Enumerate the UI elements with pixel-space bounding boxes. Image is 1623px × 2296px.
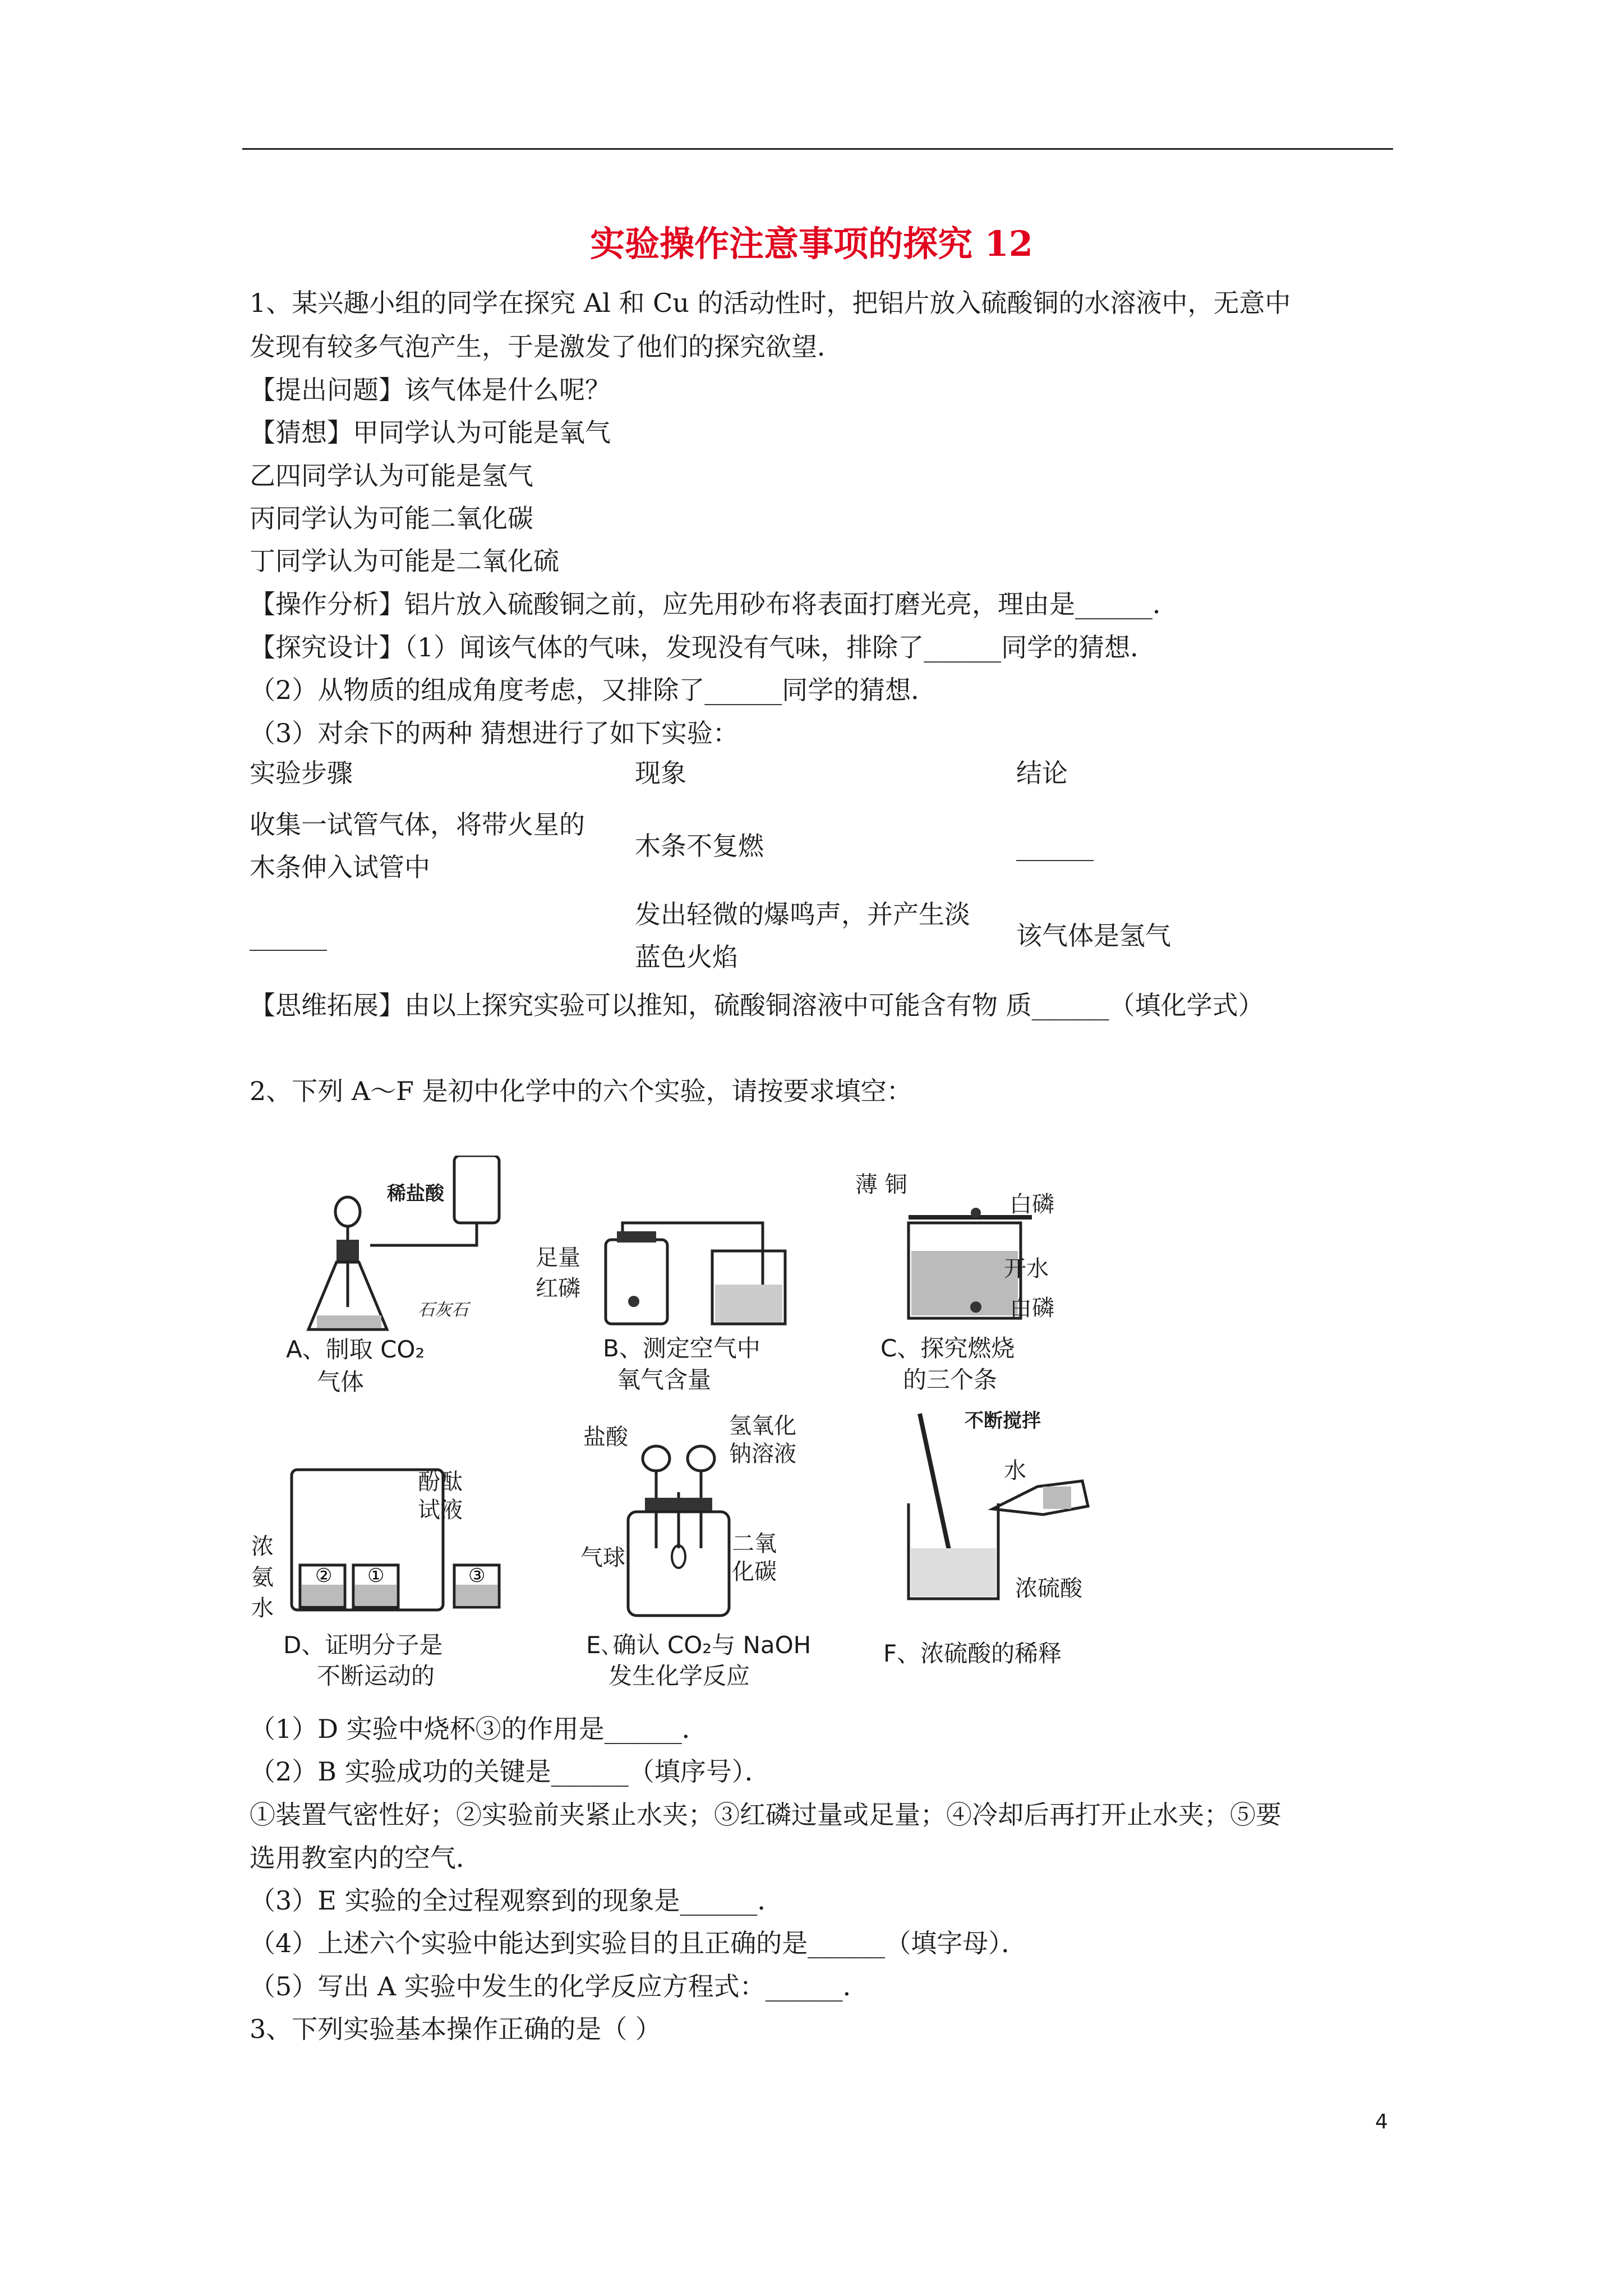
figure-c-label-water: 开水 <box>1004 1256 1049 1282</box>
q1-line-10: （2）从物质的组成角度考虑，又排除了______同学的猜想． <box>250 675 937 705</box>
figure-e-label-5: 二氧 <box>732 1531 777 1557</box>
figure-b-label-1: 足量 <box>536 1245 580 1271</box>
figure-c-label-white-p-bottom: 白磷 <box>1009 1295 1054 1321</box>
svg-text:①: ① <box>367 1565 385 1587</box>
table-r2-phenomenon-a: 发出轻微的爆鸣声，并产生淡 <box>635 899 970 930</box>
figure-b-label-2: 红磷 <box>536 1276 580 1301</box>
table-header-phenomenon: 现象 <box>635 758 686 788</box>
table-r1-phenomenon: 木条不复燃 <box>635 831 764 861</box>
figure-d-label-4: 氨 <box>251 1565 274 1590</box>
table-header-conclusion: 结论 <box>1016 758 1068 788</box>
q2-sub-2: （2）B 实验成功的关键是______（填序号）． <box>250 1756 771 1787</box>
figure-d-label-2: 试液 <box>418 1497 463 1523</box>
figure-e-label-3: 钠溶液 <box>729 1441 796 1467</box>
figure-d-diagram <box>275 1464 527 1616</box>
q1-line-6: 丙同学认为可能二氧化碳 <box>250 503 533 533</box>
figure-b-caption-1: B、测定空气中 <box>603 1335 760 1362</box>
q2-sub-7: （5）写出 A 实验中发生的化学反应方程式：______． <box>250 1971 869 2001</box>
figure-d-caption-2: 不断运动的 <box>317 1662 435 1690</box>
page-title: 实验操作注意事项的探究 12 <box>590 223 1033 264</box>
figure-c-label-white-p-top: 白磷 <box>1009 1191 1054 1217</box>
figure-e-label-1: 盐酸 <box>583 1424 628 1450</box>
figure-e-label-6: 化碳 <box>732 1559 777 1585</box>
figure-d-caption-1: D、证明分子是 <box>283 1631 443 1659</box>
figure-c-caption-2: 的三个条 <box>903 1366 998 1393</box>
figure-a-label-limestone: 石灰石 <box>418 1300 468 1320</box>
page-number: 4 <box>1375 2110 1388 2133</box>
header-rule <box>242 148 1393 150</box>
q1-line-12: 【思维拓展】由以上探究实验可以推知，硫酸铜溶液中可能含有物 质______（填化学式） <box>250 990 1264 1020</box>
q2-sub-5: （3）E 实验的全过程观察到的现象是______． <box>250 1885 783 1916</box>
figure-f-label-water: 水 <box>1004 1458 1026 1484</box>
figure-d-label-5: 水 <box>251 1595 274 1621</box>
table-r1-conclusion: ______ <box>1016 831 1094 861</box>
figure-d-label-1: 酚酞 <box>418 1469 463 1495</box>
table-r1-step-b: 木条伸入试管中 <box>250 852 430 882</box>
table-r1-step-a: 收集一试管气体，将带火星的 <box>250 809 585 840</box>
q2-sub-1: （1）D 实验中烧杯③的作用是______． <box>250 1714 708 1744</box>
figure-a-caption-1: A、制取 CO₂ <box>286 1336 425 1363</box>
figure-e-label-4: 气球 <box>580 1545 625 1571</box>
q1-line-8: 【操作分析】铝片放入硫酸铜之前，应先用砂布将表面打磨光亮，理由是______． <box>250 589 1178 619</box>
q1-line-11: （3）对余下的两种 猜想进行了如下实验： <box>250 718 739 748</box>
figure-f-label-acid: 浓硫酸 <box>1015 1576 1082 1602</box>
figure-e-caption-1: E､确认 CO₂与 NaOH <box>586 1631 811 1659</box>
q3-line-1: 3、下列实验基本操作正确的是（ ） <box>250 2014 661 2044</box>
figure-d-label-3: 浓 <box>251 1534 274 1559</box>
figure-e-caption-2: 发生化学反应 <box>608 1662 750 1690</box>
figure-a-label-acid: 稀盐酸 <box>387 1182 444 1205</box>
figure-b-caption-2: 氧气含量 <box>617 1366 712 1393</box>
q1-line-4: 【猜想】甲同学认为可能是氧气 <box>250 417 611 448</box>
table-r2-phenomenon-b: 蓝色火焰 <box>635 942 738 972</box>
table-r2-step: ______ <box>250 921 327 951</box>
figure-b-diagram <box>594 1217 808 1329</box>
q2-intro: 2、下列 A～F 是初中化学中的六个实验，请按要求填空： <box>250 1076 912 1106</box>
q1-line-7: 丁同学认为可能是二氧化硫 <box>250 546 559 576</box>
table-r2-conclusion: 该气体是氢气 <box>1016 921 1171 951</box>
q1-line-9: 【探究设计】（1）闻该气体的气味，发现没有气味，排除了______同学的猜想． <box>250 632 1156 662</box>
figure-e-label-2: 氢氧化 <box>729 1413 796 1439</box>
q2-sub-6: （4）上述六个实验中能达到实验目的且正确的是______（填字母）． <box>250 1928 1027 1958</box>
svg-text:③: ③ <box>468 1565 486 1587</box>
svg-text:②: ② <box>315 1565 333 1587</box>
q1-line-5: 乙四同学认为可能是氢气 <box>250 461 533 491</box>
table-header-steps: 实验步骤 <box>250 758 353 788</box>
figure-a-caption-2: 气体 <box>317 1368 365 1396</box>
q1-line-1: 1、某兴趣小组的同学在探究 Al 和 Cu 的活动性时，把铝片放入硫酸铜的水溶液中，无意中 <box>250 288 1291 318</box>
figure-c-label-copper: 薄 铜 <box>855 1172 907 1198</box>
figure-f-caption: F、浓硫酸的稀释 <box>883 1640 1062 1667</box>
q2-sub-3: ①装置气密性好；②实验前夹紧止水夹；③红磷过量或足量；④冷却后再打开止水夹；⑤要 <box>250 1800 1281 1830</box>
figure-c-caption-1: C、探究燃烧 <box>880 1335 1015 1362</box>
figure-f-label-stir: 不断搅拌 <box>965 1410 1041 1432</box>
q1-line-3: 【提出问题】该气体是什么呢？ <box>250 375 611 405</box>
q2-sub-4: 选用教室内的空气． <box>250 1843 482 1873</box>
q1-line-2: 发现有较多气泡产生，于是激发了他们的探究欲望． <box>250 332 843 362</box>
